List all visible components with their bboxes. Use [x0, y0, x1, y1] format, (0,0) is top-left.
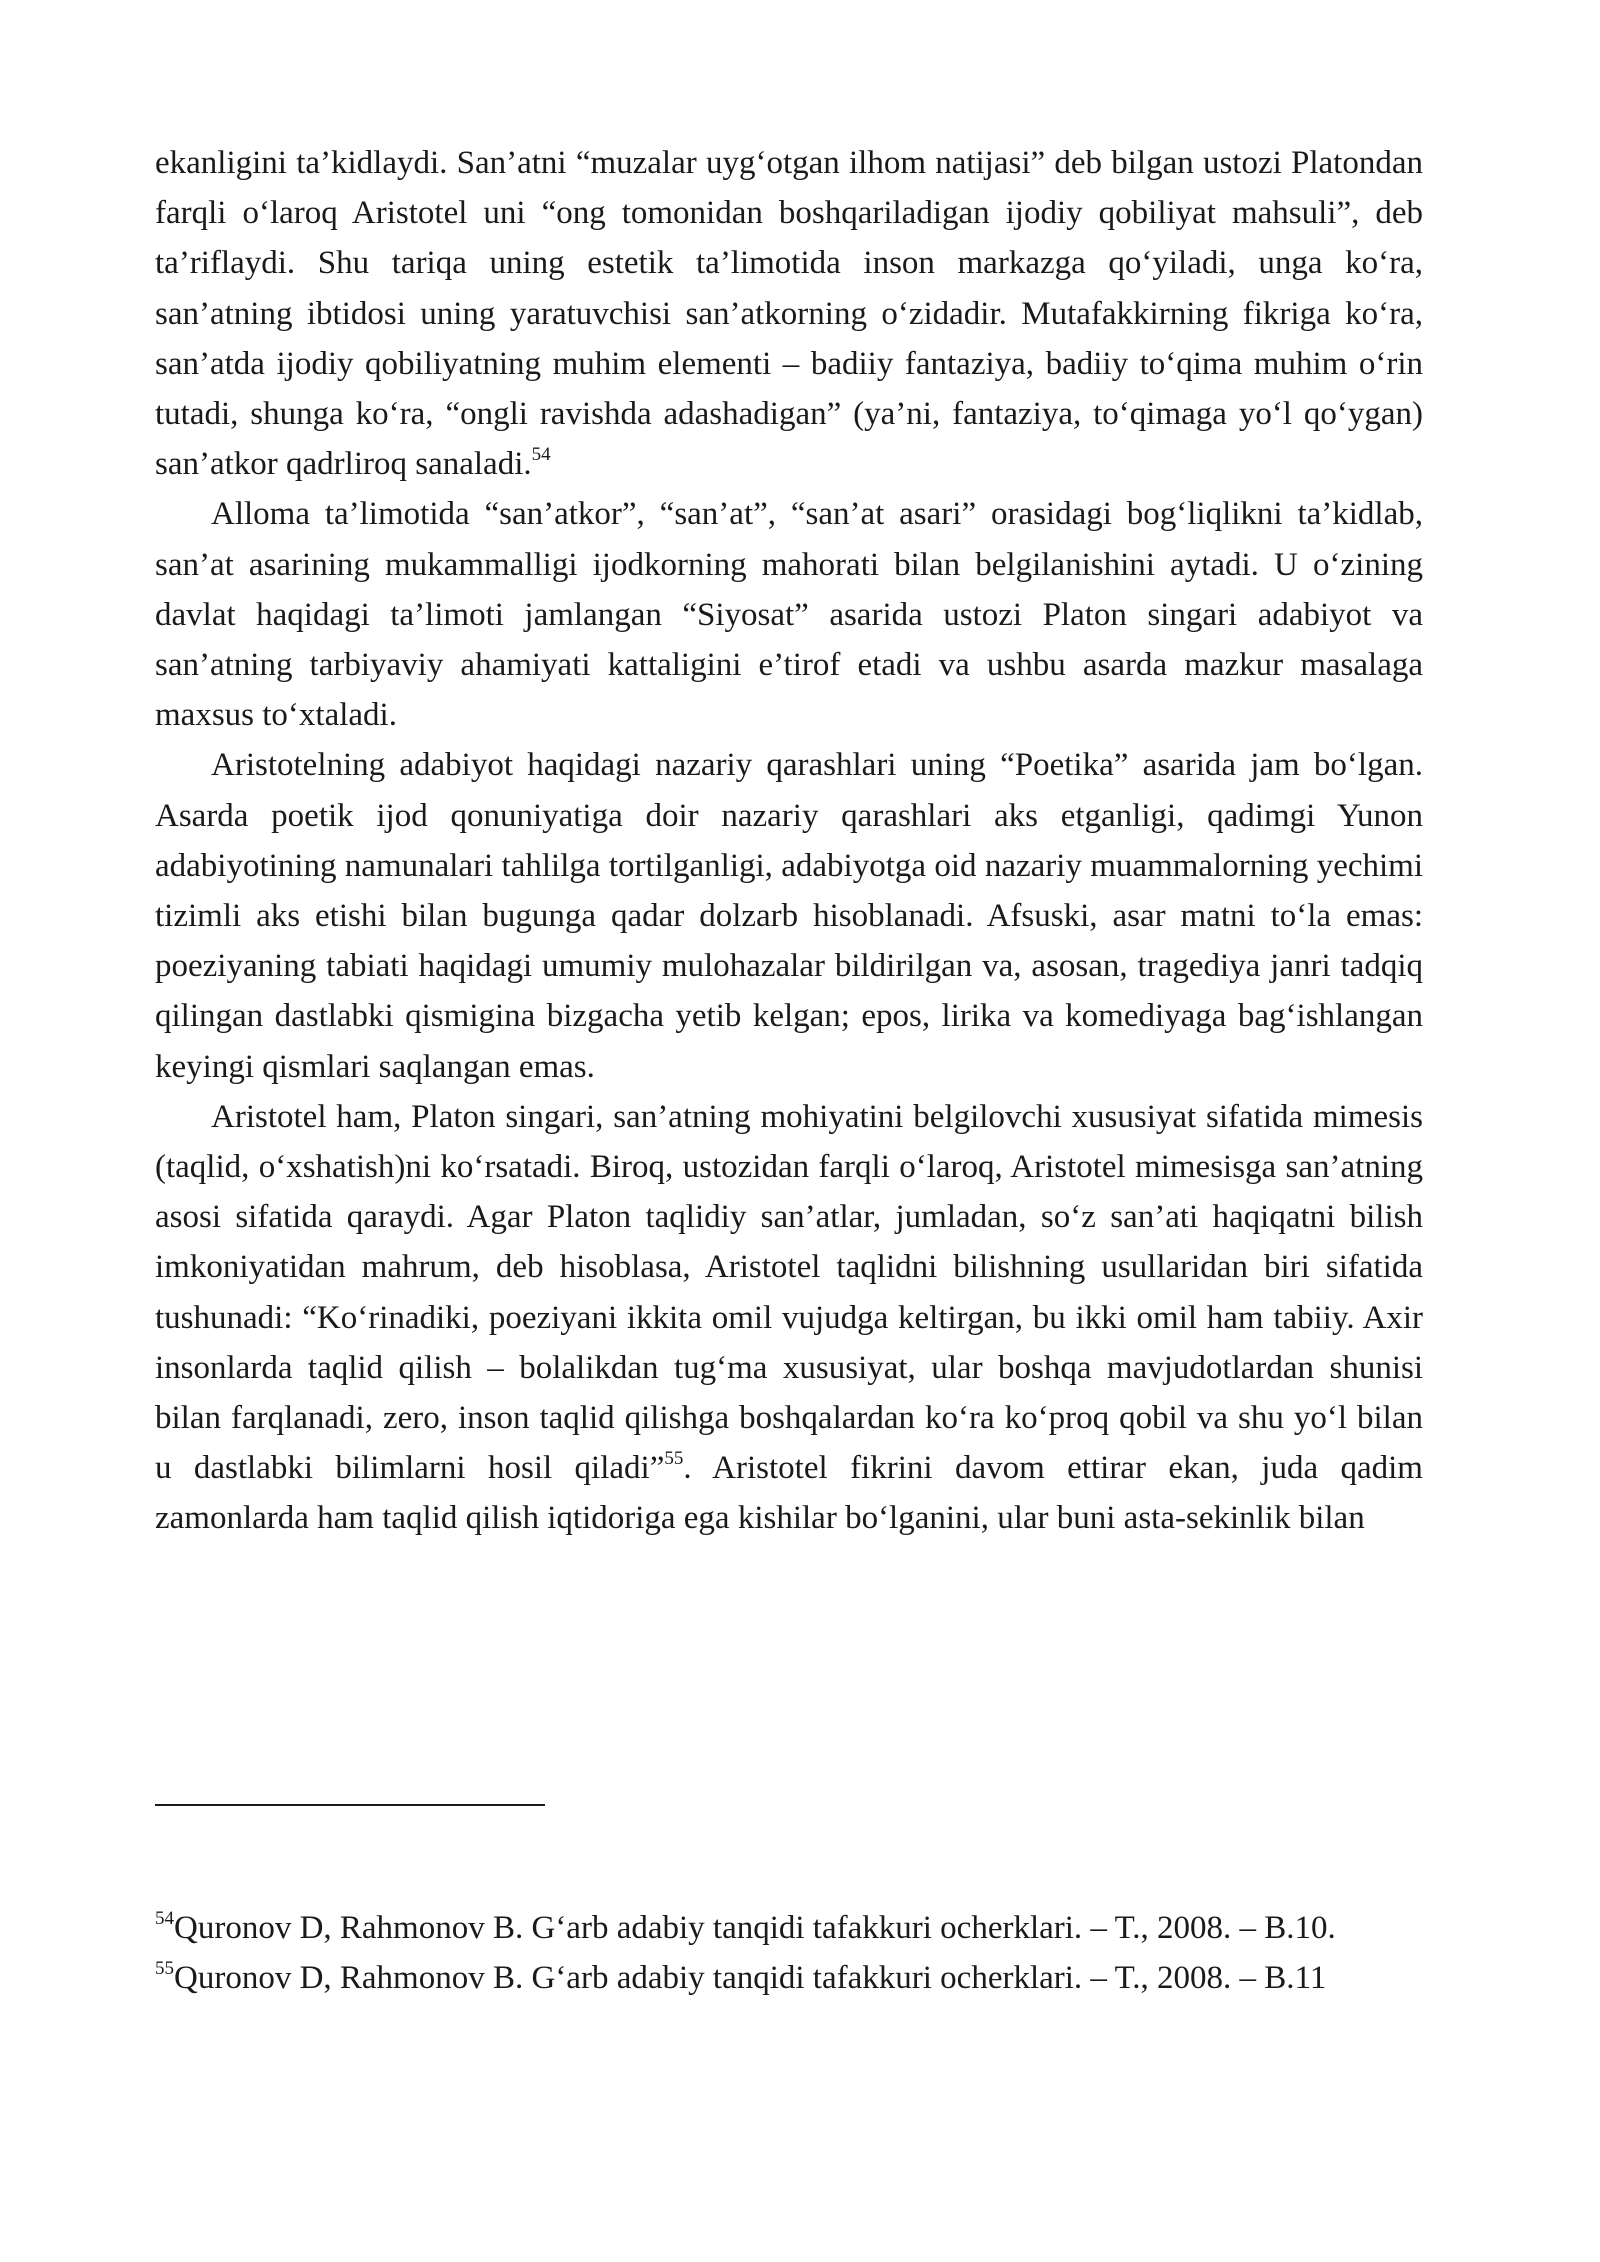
footnote-reference-55[interactable]: 55 — [664, 1448, 684, 1470]
footnotes — [155, 1903, 1515, 2003]
footnote-text: Quronov D, Rahmonov B. G‘arb adabiy tanqidi tafakkuri ocherklari. – T., 2008. – B.11 — [174, 1960, 1327, 1996]
paragraph-text: Alloma ta’limotida “san’atkor”, “san’at”, “san’at asari” orasidagi bog‘liqlikni ta’kidlab, san’at asarining mukammalligi ijodkorning mahorati bilan belgilanishini aytadi. U o‘zining davlat haqidagi ta’limoti jamlangan “Siyosat” asarida ustozi Platon singari adabiyot va san’atning tarbiyaviy ahamiyati kattaligini e’tirof etadi va ushbu asarda mazkur masalaga maxsus to‘xtaladi. — [155, 496, 1423, 734]
footnote-54 — [155, 1903, 1423, 1953]
paragraph-text: Aristotelning adabiyot haqidagi nazariy qarashlari uning “Poetika” asarida jam bo‘lgan. Asarda poetik ijod qonuniyatiga doir nazariy qarashlari aks etganligi, qadimgi Yunon adabiyotining namunalari tahlilga tortilganligi, adabiyotga oid nazariy muammalorning yechimi tizimli aks etishi bilan bugunga qadar dolzarb hisoblanadi. Afsuski, asar matni to‘la emas: poeziyaning tabiati haqidagi umumiy mulohazalar bildirilgan va, asosan, tragediya janri tadqiq qilingan dastlabki qismigina bizgacha yetib kelgan; epos, lirika va komediyaga bag‘ishlangan keyingi qismlari saqlangan emas. — [155, 747, 1423, 1085]
paragraph-1 — [155, 138, 1423, 489]
footnote-55 — [155, 1953, 1515, 2003]
paragraph-text: Aristotel ham, Platon singari, san’atning mohiyatini belgilovchi xususiyat sifatida mimesis (taqlid, o‘xshatish)ni ko‘rsatadi. Biroq, ustozidan farqli o‘laroq, Aristotel mimesisga san’atning asosi sifatida qaraydi. Agar Platon taqlidiy san’atlar, jumladan, so‘z san’ati haqiqatni bilish imkoniyatidan mahrum, deb hisoblasa, Aristotel taqlidni bilishning usullaridan biri sifatida tushunadi: “Ko‘rinadiki, poeziyani ikkita omil vujudga keltirgan, bu ikki omil ham tabiiy. Axir insonlarda taqlid qilish – bolalikdan tug‘ma xususiyat, ular boshqa mavjudotlardan shunisi bilan farqlanadi, zero, inson taqlid qilishga boshqalardan ko‘ra ko‘proq qobil va shu yo‘l bilan u dastlabki bilimlarni hosil qiladi” — [155, 1098, 1423, 1487]
paragraph-3 — [155, 740, 1423, 1091]
footnote-number: 54 — [155, 1908, 174, 1929]
footnote-text: Quronov D, Rahmonov B. G‘arb adabiy tanqidi tafakkuri ocherklari. – T., 2008. – B.10. — [174, 1910, 1336, 1946]
page-body — [155, 138, 1423, 1544]
paragraph-text-continued: . Aristotel fikrini davom ettirar ekan, juda qadim zamonlarda ham taqlid qilish iqtidoriga ega kishilar bo‘lganini, ular buni asta-sekinlik bilan — [155, 1450, 1423, 1537]
main-text — [155, 138, 1423, 1544]
paragraph-4 — [155, 1092, 1423, 1544]
paragraph-2 — [155, 489, 1423, 740]
footnote-separator — [155, 1804, 545, 1806]
footnote-reference-54[interactable]: 54 — [531, 444, 551, 466]
paragraph-text: ekanligini ta’kidlaydi. San’atni “muzalar uyg‘otgan ilhom natijasi” deb bilgan ustozi Platondan farqli o‘laroq Aristotel uni “ong tomonidan boshqariladigan ijodiy qobiliyat mahsuli”, deb ta’riflaydi. Shu tariqa uning estetik ta’limotida inson markazga qo‘yiladi, unga ko‘ra, san’atning ibtidosi uning yaratuvchisi san’atkorning o‘zidadir. Mutafakkirning fikriga ko‘ra, san’atda ijodiy qobiliyatning muhim elementi – badiiy fantaziya, badiiy to‘qima muhim o‘rin tutadi, shunga ko‘ra, “ongli ravishda adashadigan” (ya’ni, fantaziya, to‘qimaga yo‘l qo‘ygan) san’atkor qadrliroq sanaladi. — [155, 145, 1423, 483]
footnote-number: 55 — [155, 1958, 174, 1979]
